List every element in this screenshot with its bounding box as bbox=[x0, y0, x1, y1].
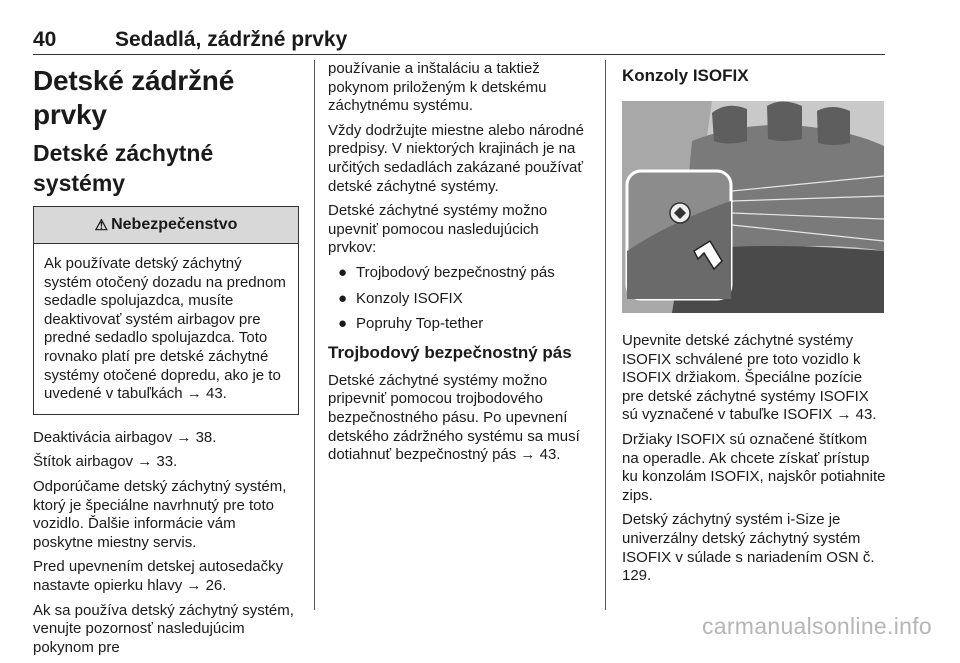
section-subtitle: Detské záchytné systémy bbox=[33, 140, 214, 196]
warning-body bbox=[34, 244, 298, 414]
paragraph: Pred upevnením detskej autosedačky nastavte opierku hlavy → 26. bbox=[33, 558, 284, 594]
list-item-text: Popruhy Top-tether bbox=[356, 315, 484, 333]
warning-label: Nebezpečenstvo bbox=[111, 216, 238, 233]
fastening-list bbox=[328, 264, 586, 334]
paragraph: používanie a inštaláciu a taktiež pokynom priloženým k detskému záchytnému systému. bbox=[328, 60, 547, 115]
bullet-icon: ● bbox=[338, 315, 348, 333]
paragraph: Deaktivácia airbagov → 38. bbox=[33, 428, 217, 446]
section-title: Sedadlá, zádržné prvky bbox=[115, 28, 348, 51]
list-item bbox=[328, 315, 586, 334]
list-item-text: Konzoly ISOFIX bbox=[356, 289, 463, 307]
page-header bbox=[33, 28, 885, 50]
warning-box bbox=[33, 206, 299, 415]
page-number: 40 bbox=[33, 28, 57, 51]
list-item bbox=[328, 264, 586, 283]
column-left bbox=[33, 60, 299, 663]
bullet-icon: ● bbox=[338, 263, 348, 281]
paragraph: Vždy dodržujte miestne alebo národné predpisy. V niektorých krajinách je na určitých sedadlách zakázané používať detské záchytné systémy. bbox=[328, 121, 584, 195]
chapter-title: Detské zádržné prvky bbox=[33, 65, 235, 130]
column-divider bbox=[605, 60, 606, 610]
column-right bbox=[622, 60, 887, 592]
column-divider bbox=[314, 60, 315, 610]
list-item bbox=[328, 290, 586, 309]
isofix-rear-seat-image bbox=[622, 101, 884, 313]
header-rule bbox=[33, 54, 885, 55]
warning-triangle-icon: ⚠ bbox=[94, 217, 109, 234]
bullet-icon: ● bbox=[338, 289, 348, 307]
paragraph: Ak sa používa detský záchytný systém, venujte pozornosť nasledujúcim pokynom pre bbox=[33, 601, 294, 656]
seatbelt-heading: Trojbodový bezpečnostný pás bbox=[328, 342, 572, 362]
paragraph: Upevnite detské záchytné systémy ISOFIX schválené pre toto vozidlo k ISOFIX držiakom. Špeciálne pozície pre detské záchytné systémy ISOFIX sú vyznačené v tabuľke ISOFIX → 43. bbox=[622, 332, 877, 424]
list-item-text: Trojbodový bezpečnostný pás bbox=[356, 263, 555, 281]
isofix-heading: Konzoly ISOFIX bbox=[622, 66, 749, 85]
paragraph: Detské záchytné systémy možno upevniť pomocou nasledujúcich prvkov: bbox=[328, 202, 548, 257]
paragraph: Detský záchytný systém i-Size je univerzálny detský záchytný systém ISOFIX v súlade s nariadením OSN č. 129. bbox=[622, 511, 875, 585]
watermark: carmanualsonline.info bbox=[701, 613, 932, 639]
paragraph: Držiaky ISOFIX sú označené štítkom na operadle. Ak chcete získať prístup ku konzolám ISOFIX, najskôr potiahnite zips. bbox=[622, 430, 886, 504]
paragraph: Detské záchytné systémy možno pripevniť pomocou trojbodového bezpečnostného pásu. Po upevnení detského zádržného systému sa musí dotiahnuť bezpečnostný pás → 43. bbox=[328, 371, 580, 464]
paragraph: Štítok airbagov → 33. bbox=[33, 453, 178, 471]
column-middle bbox=[328, 60, 586, 471]
warning-text: Ak používate detský záchytný systém otočený dozadu na prednom sedadle spolujazdca, musíte deaktivovať systém airbagov pre predné sedadlo spolujazdca. Toto rovnako platí pre detské záchytné systémy otočené dopredu, ako je to uvedené v tabuľkách → 43. bbox=[44, 255, 286, 403]
paragraph: Odporúčame detský záchytný systém, ktorý je špeciálne navrhnutý pre toto vozidlo. Ďalšie informácie vám poskytne miestny servis. bbox=[33, 477, 287, 551]
warning-header bbox=[34, 207, 298, 244]
